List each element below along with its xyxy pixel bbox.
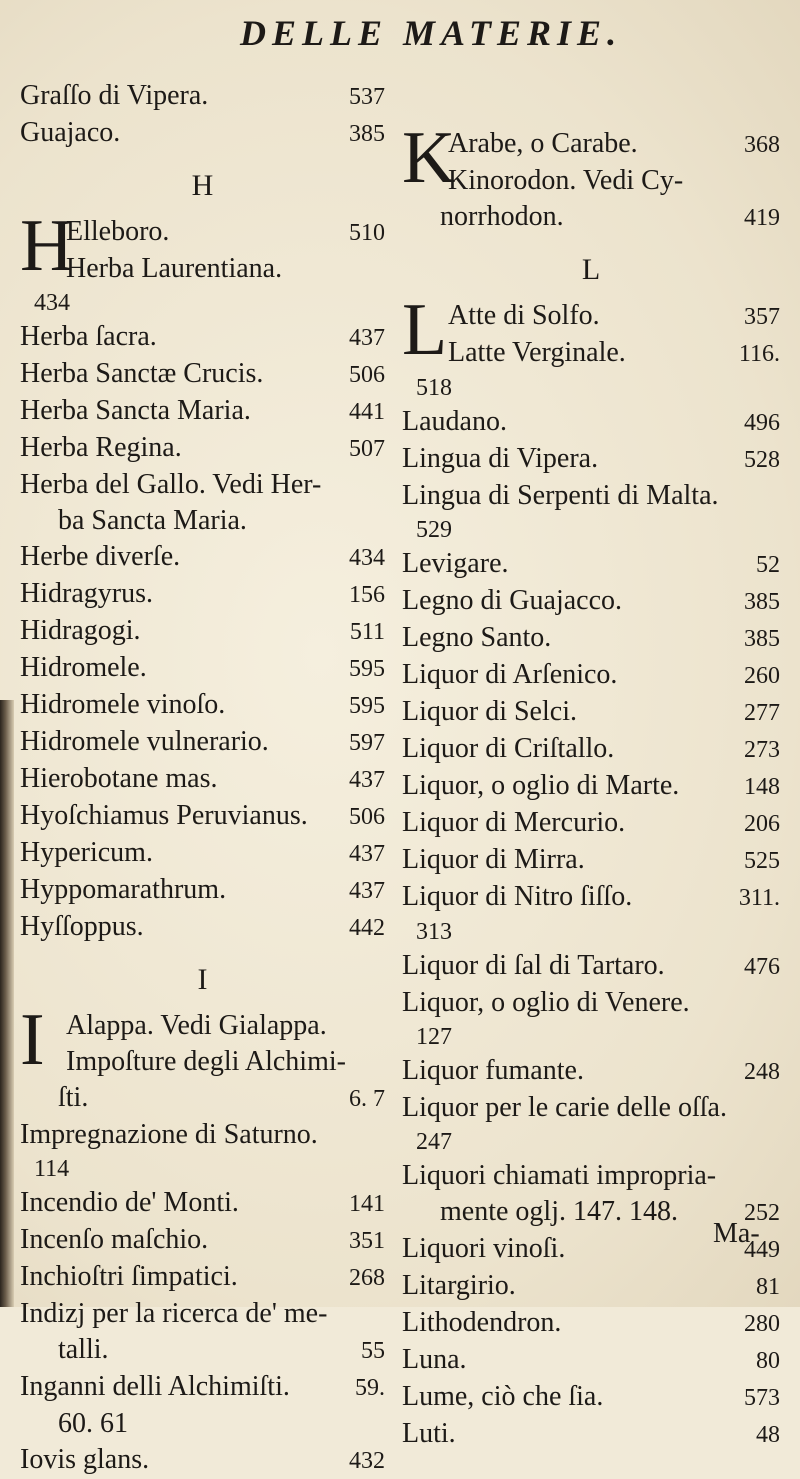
entry-text: Incenſo maſchio. xyxy=(20,1224,209,1255)
entry-text: Liquor di Mercurio. xyxy=(402,807,626,838)
index-entry xyxy=(402,1379,780,1416)
section-letter-l: L xyxy=(581,253,601,286)
entry-page: 507 xyxy=(349,436,385,462)
entry-page: 55 xyxy=(361,1338,385,1364)
page-number: 313 xyxy=(416,919,452,945)
entry-page: 437 xyxy=(349,841,385,867)
entry-text: Liquor, o oglio di Venere. xyxy=(402,987,690,1018)
entry-text: Herba Regina. xyxy=(20,432,182,463)
index-entry xyxy=(20,576,385,613)
entry-page: 437 xyxy=(349,878,385,904)
index-entry: Herba Laurentiana. xyxy=(66,253,283,284)
entry-text: Liquor di Arſenico. xyxy=(402,659,618,690)
page-number: 434 xyxy=(34,290,70,316)
index-entry xyxy=(20,761,385,798)
section-letter-h: H xyxy=(191,169,214,202)
entry-page: 268 xyxy=(349,1265,385,1291)
index-entry xyxy=(402,842,780,879)
entry-text: Herba Sancta Maria. xyxy=(20,395,251,426)
entry-text: Inchioſtri ſimpatici. xyxy=(20,1261,238,1292)
entry-page: 511 xyxy=(349,619,385,645)
drop-cap: I xyxy=(20,999,45,1081)
entry-text: Levigare. xyxy=(402,548,509,579)
entry-text: talli. xyxy=(58,1334,109,1365)
entry-text: Lithodendron. xyxy=(402,1307,562,1338)
page-number: 529 xyxy=(416,517,452,543)
entry-page: 437 xyxy=(349,325,385,351)
entry-text: Impregnazione di Saturno. xyxy=(20,1119,318,1150)
index-entry xyxy=(20,650,385,687)
entry-text: Hidragyrus. xyxy=(20,578,153,609)
entry-text: Liquor di ſal di Tartaro. xyxy=(402,950,665,981)
index-entry: Arabe, o Carabe. 368 xyxy=(448,128,780,159)
index-entry xyxy=(402,1416,780,1453)
entry-text: Luna. xyxy=(402,1344,467,1375)
entry-text: Litargirio. xyxy=(402,1270,516,1301)
entry-page: 260 xyxy=(744,663,780,689)
entry-text: Herba del Gallo. Vedi Her- xyxy=(20,469,322,500)
index-entry: Latte Verginale. 116. xyxy=(448,337,780,368)
entry-page: 573 xyxy=(744,1385,780,1411)
entry-text: mente oglj. 147. 148. xyxy=(440,1196,678,1227)
index-entry xyxy=(20,687,385,724)
page-number: 247 xyxy=(416,1129,452,1155)
index-entry: norrhodon. 419 xyxy=(440,201,780,232)
running-head: DELLE MATERIE. xyxy=(240,13,623,53)
entry-text: Herba Sanctæ Crucis. xyxy=(20,358,264,389)
entry-page: 496 xyxy=(744,410,780,436)
entry-page: 311. xyxy=(738,885,780,911)
drop-cap-block xyxy=(20,999,385,1081)
index-entry xyxy=(20,1259,385,1296)
index-entry xyxy=(402,694,780,731)
entry-page: 434 xyxy=(349,545,385,571)
entry-text: Hidragogi. xyxy=(20,615,141,646)
entry-page: 525 xyxy=(744,848,780,874)
index-entry xyxy=(20,724,385,761)
entry-page: 80 xyxy=(756,1348,780,1374)
index-entry xyxy=(20,1442,385,1479)
index-entry xyxy=(20,835,385,872)
entry-page: 206 xyxy=(744,811,780,837)
entry-page: 528 xyxy=(744,447,780,473)
index-entry: Atte di Solfo. 357 xyxy=(448,300,780,331)
entry-page: 441 xyxy=(349,399,385,425)
entry-page: 248 xyxy=(744,1059,780,1085)
entry-text: Hypericum. xyxy=(20,837,153,868)
index-entry xyxy=(402,948,780,985)
drop-cap-block xyxy=(20,205,385,287)
entry-text: Liquor fumante. xyxy=(402,1055,584,1086)
entry-page: 81 xyxy=(756,1274,780,1300)
entry-text: Indizj per la ricerca de' me- xyxy=(20,1298,328,1329)
index-entry xyxy=(402,805,780,842)
entry-page: 252 xyxy=(744,1200,780,1226)
index-entry xyxy=(20,1185,385,1222)
index-entry xyxy=(20,319,385,356)
entry-text: Lingua di Vipera. xyxy=(402,443,599,474)
entry-text: Lume, ciò che ſia. xyxy=(402,1381,604,1412)
index-entry xyxy=(20,430,385,467)
entry-text: Luti. xyxy=(402,1418,456,1449)
entry-text: Lingua di Serpenti di Malta. xyxy=(402,480,719,511)
entry-page: 156 xyxy=(349,582,385,608)
index-entry: ſti. 6. 7 xyxy=(58,1082,385,1113)
index-entry xyxy=(20,356,385,393)
left-column xyxy=(20,78,385,1479)
entry-text: Hidromele vulnerario. xyxy=(20,726,269,757)
index-entry xyxy=(20,1369,385,1406)
index-entry xyxy=(20,467,385,503)
index-entry: Graſſo di Vipera. 537 xyxy=(20,80,385,111)
index-entry xyxy=(402,478,780,514)
right-column xyxy=(402,117,780,1453)
index-entry xyxy=(402,583,780,620)
entry-text: Legno Santo. xyxy=(402,622,552,653)
entry-text: Inganni delli Alchimiſti. xyxy=(20,1371,290,1402)
index-entry xyxy=(402,657,780,694)
entry-text: Hyppomarathrum. xyxy=(20,874,227,905)
entry-text: Liquor di Criſtallo. xyxy=(402,733,615,764)
entry-page: 432 xyxy=(349,1448,385,1474)
entry-text: Herba ſacra. xyxy=(20,321,157,352)
entry-text: Liquor per le carie delle oſſa. xyxy=(402,1092,727,1123)
drop-cap-block xyxy=(402,289,780,372)
drop-cap: H xyxy=(20,205,74,287)
index-entry xyxy=(402,985,780,1021)
entry-page: 273 xyxy=(744,737,780,763)
entry-text: Liquor di Mirra. xyxy=(402,844,585,875)
entry-page: 385 xyxy=(744,626,780,652)
entry-text: Liquori chiamati impropria- xyxy=(402,1160,717,1191)
entry-page: 59. xyxy=(355,1375,385,1401)
entry-text: Incendio de' Monti. xyxy=(20,1187,239,1218)
index-entry xyxy=(402,1053,780,1090)
entry-page: 597 xyxy=(349,730,385,756)
entry-text: Herbe diverſe. xyxy=(20,541,181,572)
entry-list xyxy=(20,319,385,946)
entry-page: 449 xyxy=(744,1237,780,1263)
index-entry xyxy=(20,1117,385,1153)
index-entry xyxy=(402,1158,780,1194)
entry-page: 148 xyxy=(744,774,780,800)
index-entry xyxy=(402,1268,780,1305)
index-entry xyxy=(402,441,780,478)
entry-text: Hidromele. xyxy=(20,652,147,683)
page-number: 518 xyxy=(416,375,452,401)
binding-gutter xyxy=(0,700,14,1307)
entry-list xyxy=(20,1117,385,1479)
entry-page: 385 xyxy=(744,589,780,615)
index-entry xyxy=(20,503,385,539)
index-entry: Elleboro. 510 xyxy=(66,216,385,247)
entry-text: Hyoſchiamus Peruvianus. xyxy=(20,800,308,831)
index-entry xyxy=(402,620,780,657)
entry-page: 437 xyxy=(349,767,385,793)
catchword: Ma- xyxy=(713,1218,760,1249)
index-entry xyxy=(402,1090,780,1126)
index-entry xyxy=(402,1342,780,1379)
entry-text: Liquor di Selci. xyxy=(402,696,577,727)
index-entry xyxy=(402,879,780,916)
entry-page: 595 xyxy=(349,693,385,719)
entry-page: 277 xyxy=(744,700,780,726)
entry-page: 52 xyxy=(756,552,780,578)
page-number: 114 xyxy=(34,1156,70,1182)
index-entry xyxy=(20,1332,385,1369)
index-entry xyxy=(402,546,780,583)
drop-cap: L xyxy=(402,289,448,371)
entry-text: Legno di Guajacco. xyxy=(402,585,623,616)
index-entry xyxy=(20,1296,385,1332)
entry-text: ba Sancta Maria. xyxy=(58,505,247,536)
entry-text: Liquor di Nitro ſiſſo. xyxy=(402,881,633,912)
index-entry xyxy=(20,1406,385,1442)
index-entry xyxy=(20,872,385,909)
index-entry: Impoſture degli Alchimi- xyxy=(66,1046,346,1077)
index-entry xyxy=(20,1222,385,1259)
index-entry xyxy=(20,909,385,946)
entry-text: Hyſſoppus. xyxy=(20,911,144,942)
entry-page: 506 xyxy=(349,362,385,388)
entry-text: Liquori vinoſi. xyxy=(402,1233,566,1264)
index-entry xyxy=(20,613,385,650)
entry-list xyxy=(402,404,780,1453)
entry-text: Iovis glans. xyxy=(20,1444,150,1475)
entry-page: 141 xyxy=(349,1191,385,1217)
index-entry xyxy=(20,393,385,430)
index-entry xyxy=(20,798,385,835)
index-entry: Guajaco. 385 xyxy=(20,117,385,148)
entry-page: 351 xyxy=(349,1228,385,1254)
section-letter-i: I xyxy=(197,963,208,996)
index-entry xyxy=(402,404,780,441)
entry-text: Hierobotane mas. xyxy=(20,763,218,794)
index-entry xyxy=(402,1305,780,1342)
entry-page: 506 xyxy=(349,804,385,830)
index-entry xyxy=(402,768,780,805)
drop-cap: K xyxy=(402,117,456,199)
page-number: 127 xyxy=(416,1024,452,1050)
drop-cap-block xyxy=(402,117,780,199)
entry-text: Laudano. xyxy=(402,406,507,437)
entry-text: Hidromele vinoſo. xyxy=(20,689,226,720)
entry-page: 48 xyxy=(756,1422,780,1448)
entry-page: 476 xyxy=(744,954,780,980)
entry-page: 280 xyxy=(744,1311,780,1337)
index-entry: Kinorodon. Vedi Cy- xyxy=(448,165,684,196)
entry-text: 60. 61 xyxy=(58,1408,128,1439)
index-entry: Alappa. Vedi Gialappa. xyxy=(66,1010,327,1041)
entry-text: Liquor, o oglio di Marte. xyxy=(402,770,680,801)
index-entry xyxy=(402,731,780,768)
index-entry xyxy=(20,539,385,576)
entry-page: 595 xyxy=(349,656,385,682)
entry-page: 442 xyxy=(349,915,385,941)
